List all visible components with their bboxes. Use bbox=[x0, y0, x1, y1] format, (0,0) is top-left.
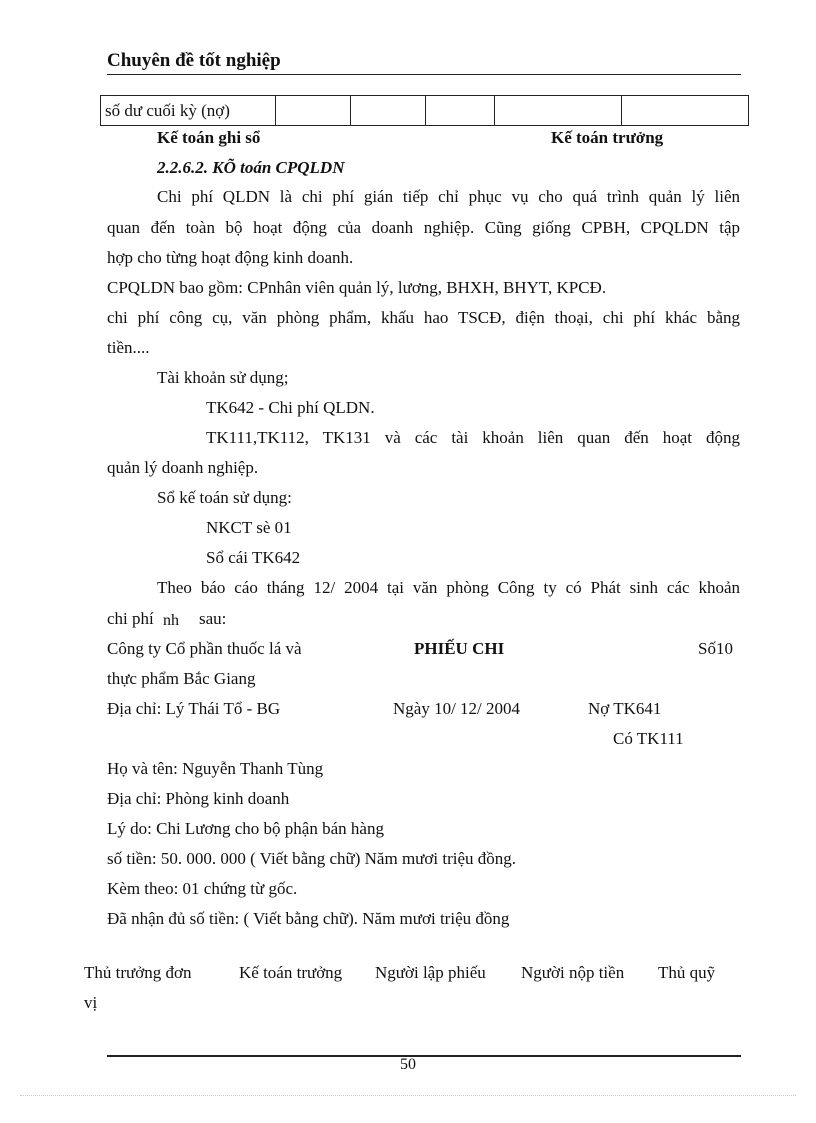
voucher-number: Số10 bbox=[698, 639, 733, 658]
paragraph-fragment: nh bbox=[163, 612, 179, 629]
paragraph-line: chi phí bbox=[107, 609, 154, 628]
page-header-title: Chuyên đề tốt nghiệp bbox=[107, 50, 281, 71]
table-cell bbox=[351, 96, 426, 126]
paragraph-line: hợp cho từng hoạt động kinh doanh. bbox=[107, 248, 354, 267]
page-number: 50 bbox=[400, 1056, 416, 1073]
voucher-date: Ngày 10/ 12/ 2004 bbox=[393, 699, 521, 718]
account-item: TK111,TK112, TK131 và các tài khoản liên quan đến hoạt động bbox=[206, 428, 740, 447]
paragraph-line: quan đến toàn bộ hoạt động của doanh nghiệp. Cũng giống CPBH, CPQLDN tập bbox=[107, 218, 740, 237]
table-row bbox=[101, 96, 749, 126]
voucher-received: Đã nhận đủ số tiền: ( Viết bằng chữ). Năm mươi triệu đồng bbox=[107, 909, 510, 928]
paragraph-line: CPQLDN bao gồm: CPnhân viên quản lý, lương, BHXH, BHYT, KPCĐ. bbox=[107, 278, 607, 297]
page-bottom-divider bbox=[20, 1095, 796, 1096]
sign-chief-accountant: Kế toán trưởng bbox=[239, 963, 343, 982]
voucher-title: PHIẾU CHI bbox=[414, 639, 505, 658]
voucher-address: Địa chỉ: Lý Thái Tổ - BG bbox=[107, 699, 281, 718]
signature-left: Kế toán ghi sổ bbox=[157, 128, 261, 147]
section-heading: 2.2.6.2. KÕ toán CPQLDN bbox=[157, 158, 345, 177]
account-item: TK642 - Chi phí QLDN. bbox=[206, 398, 375, 417]
voucher-debit: Nợ TK641 bbox=[588, 699, 662, 718]
books-label: Sổ kế toán sử dụng: bbox=[157, 488, 292, 507]
header-rule bbox=[107, 74, 741, 75]
ledger-table bbox=[100, 95, 749, 126]
paragraph-line: chi phí công cụ, văn phòng phẩm, khấu hao TSCĐ, điện thoại, chi phí khác bằng bbox=[107, 308, 740, 327]
paragraph-line: Theo báo cáo tháng 12/ 2004 tại văn phòng Công ty có Phát sinh các khoản bbox=[157, 578, 740, 597]
voucher-name: Họ và tên: Nguyễn Thanh Tùng bbox=[107, 759, 324, 778]
paragraph-fragment: sau: bbox=[199, 609, 227, 628]
paragraph-line: Chi phí QLDN là chi phí gián tiếp chỉ phục vụ cho quá trình quản lý liên bbox=[157, 187, 740, 206]
sign-preparer: Người lập phiếu bbox=[375, 963, 486, 982]
table-cell bbox=[276, 96, 351, 126]
sign-head-of-unit: Thủ trưởng đơn bbox=[84, 963, 192, 982]
table-cell bbox=[495, 96, 622, 126]
voucher-credit: Có TK111 bbox=[613, 729, 684, 748]
sign-cashier: Thủ quỹ bbox=[658, 963, 716, 982]
account-item-cont: quản lý doanh nghiệp. bbox=[107, 458, 259, 477]
signature-right: Kế toán trưởng bbox=[551, 128, 664, 147]
sign-payer: Người nộp tiền bbox=[521, 963, 625, 982]
voucher-amount: số tiền: 50. 000. 000 ( Viết bằng chữ) Năm mươi triệu đồng. bbox=[107, 849, 516, 868]
table-cell bbox=[622, 96, 749, 126]
voucher-reason: Lý do: Chi Lương cho bộ phận bán hàng bbox=[107, 819, 384, 838]
table-cell bbox=[426, 96, 495, 126]
paragraph-line: tiền.... bbox=[107, 338, 150, 357]
sign-head-of-unit-cont: vị bbox=[84, 993, 98, 1012]
voucher-company: Công ty Cổ phần thuốc lá và bbox=[107, 639, 302, 658]
voucher-company-cont: thực phẩm Bắc Giang bbox=[107, 669, 256, 688]
accounts-label: Tài khoản sử dụng; bbox=[157, 368, 289, 387]
table-cell-label: số dư cuối kỳ (nợ) bbox=[101, 96, 276, 126]
voucher-attachment: Kèm theo: 01 chứng từ gốc. bbox=[107, 879, 298, 898]
voucher-address-2: Địa chỉ: Phòng kinh doanh bbox=[107, 789, 290, 808]
book-item: Sổ cái TK642 bbox=[206, 548, 301, 567]
book-item: NKCT sè 01 bbox=[206, 518, 292, 537]
